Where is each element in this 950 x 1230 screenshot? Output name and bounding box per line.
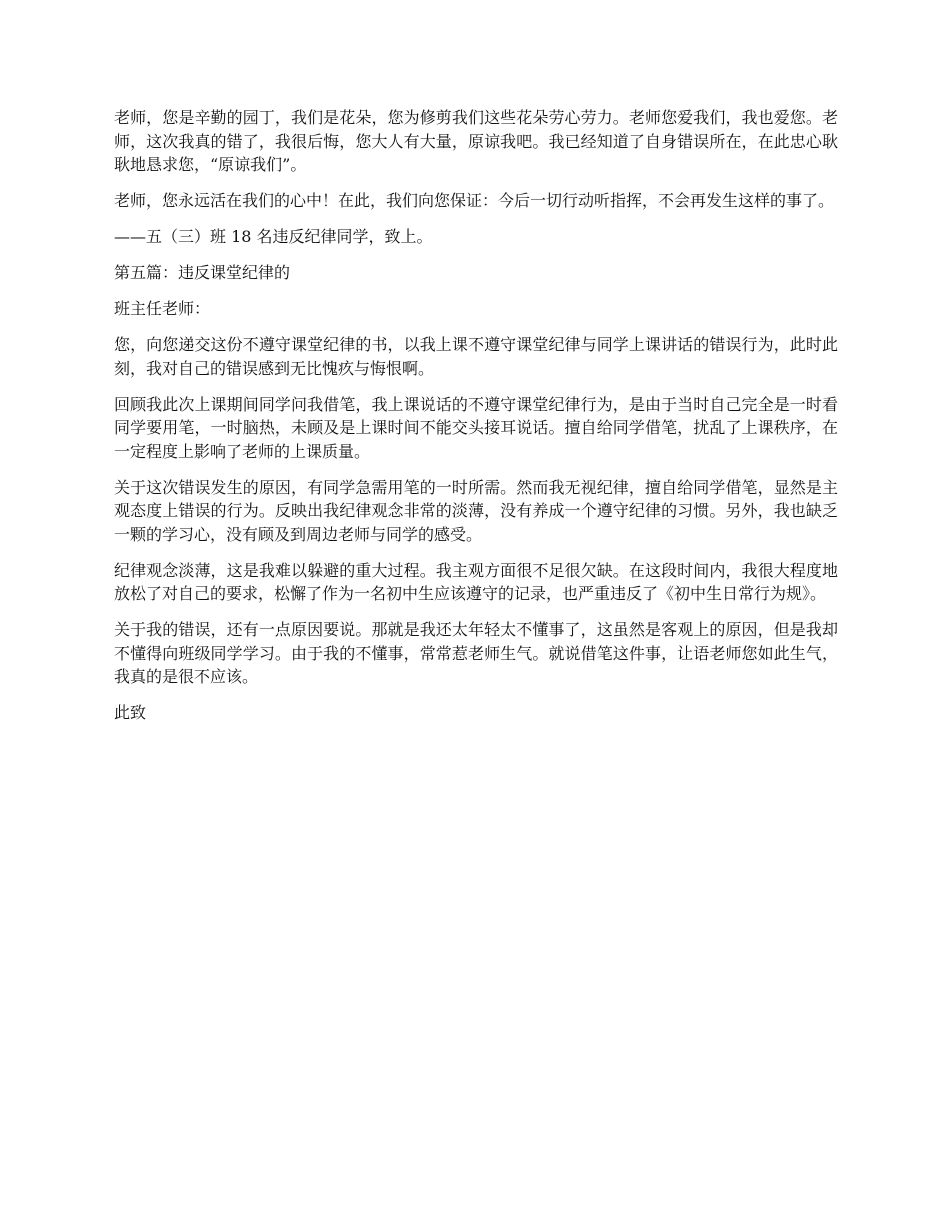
- paragraph-cause: 关于这次错误发生的原因，有同学急需用笔的一时所需。然而我无视纪律，擅自给同学借笔，显然是主观态度上错误的行为。反映出我纪律观念非常的淡薄，没有养成一个遵守纪律的习惯。另外，我也缺乏一颗的学习心，没有顾及到周边老师与同学的感受。: [114, 477, 838, 544]
- paragraph-promise: 老师，您永远活在我们的心中！在此，我们向您保证：今后一切行动听指挥，不会再发生这样的事了。: [114, 191, 835, 210]
- section-heading-fifth: 第五篇：违反课堂纪律的: [114, 263, 291, 282]
- paragraph-signature-class: ——五（三）班 18 名违反纪律同学，致上。: [114, 227, 433, 246]
- closing-zhizhi: 此致: [114, 703, 147, 722]
- paragraph-intro: 您，向您递交这份不遵守课堂纪律的书，以我上课不遵守课堂纪律与同学上课讲话的错误行为，此时此刻，我对自己的错误感到无比愧疚与悔恨啊。: [114, 335, 838, 378]
- paragraph-apology-gardener: 老师，您是辛勤的园丁，我们是花朵，您为修剪我们这些花朵劳心劳力。老师您爱我们，我也爱您。老师，这次我真的错了，我很后悔，您大人有大量，原谅我吧。我已经知道了自身错误所在，在此忠心耿耿地恳求您，“原谅我们”。: [114, 108, 838, 174]
- salutation: 班主任老师：: [114, 299, 211, 318]
- document-body: [114, 106, 838, 737]
- paragraph-more-reason: 关于我的错误，还有一点原因要说。那就是我还太年轻太不懂事了，这虽然是客观上的原因，但是我却不懂得向班级同学学习。由于我的不懂事，常常惹老师生气。就说借笔这件事，让语老师您如此生气，我真的是很不应该。: [114, 620, 838, 686]
- paragraph-discipline: 纪律观念淡薄，这是我难以躲避的重大过程。我主观方面很不足很欠缺。在这段时间内，我很大程度地放松了对自己的要求，松懈了作为一名初中生应该遵守的记录，也严重违反了《初中生日常行为规》。: [114, 560, 838, 603]
- paragraph-review: 回顾我此次上课期间同学问我借笔，我上课说话的不遵守课堂纪律行为，是由于当时自己完全是一时看同学要用笔，一时脑热，未顾及是上课时间不能交头接耳说话。擅自给同学借笔，扰乱了上课秩序，在一定程度上影响了老师的上课质量。: [114, 394, 838, 461]
